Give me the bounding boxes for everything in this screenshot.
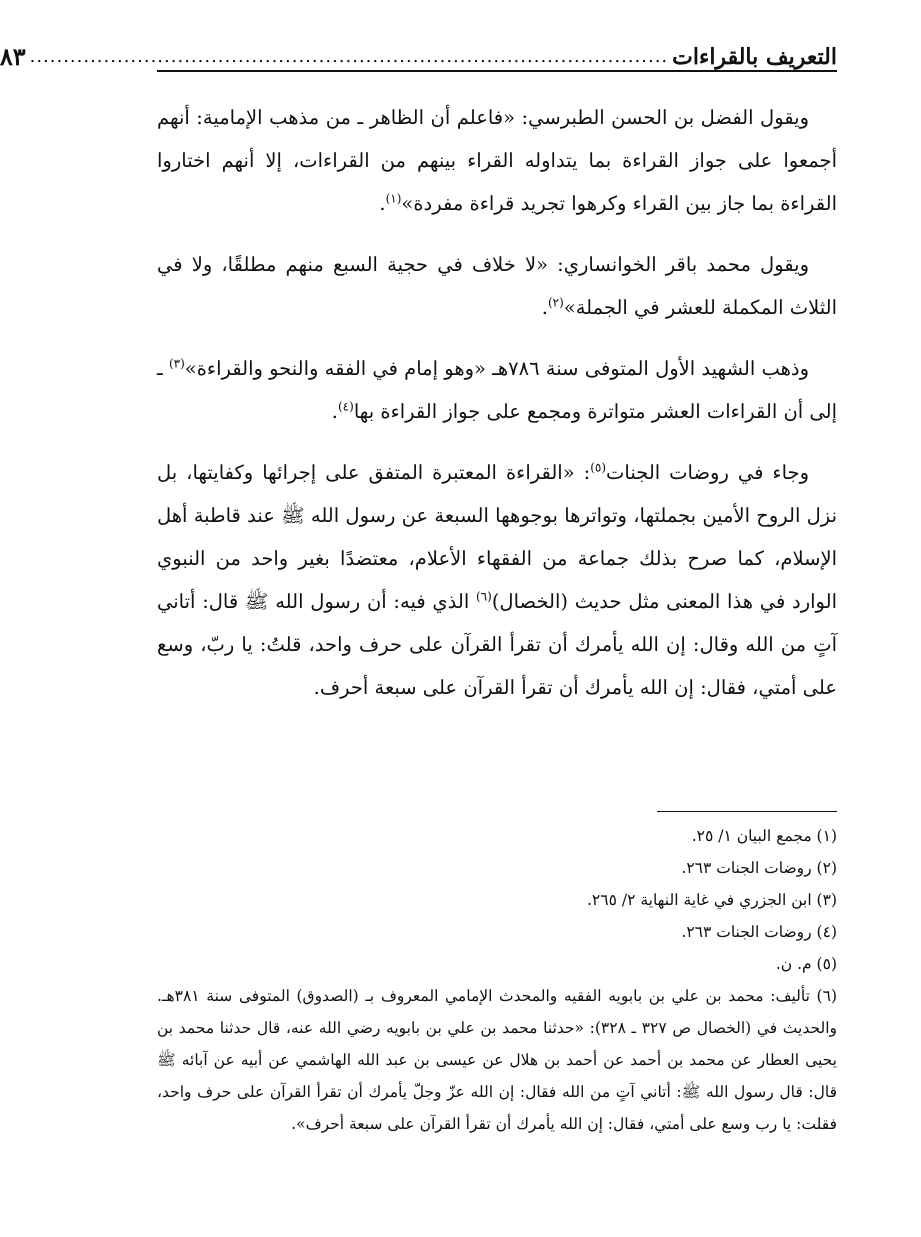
footnote-ref: (٢) <box>547 295 564 310</box>
footnote-1: (١) مجمع البيان ١/ ٢٥. <box>691 827 837 845</box>
header-rule <box>157 70 837 72</box>
paragraph-text-continued: : «القراءة المعتبرة المتفق على إجرائها وكفايتها، بل نزل الروح الأمين بجملتها، وتواترها بوجوهها السبعة عن رسول الله ﷺ عند قاطبة أهل الإسلام، كما صرح بذلك جماعة من الفقهاء الأعلام، معتضدًا بغير واحد من النبوي الوارد في هذا المعنى مثل حديث (الخصال) <box>157 461 837 613</box>
paragraph-tail: الذي فيه: أن رسول الله ﷺ قال: أتاني آتٍ من الله وقال: إن الله يأمرك أن تقرأ القرآن على حرف واحد، قلتُ: يا ربّ، وسع على أمتي، فقال: إن الله يأمرك أن تقرأ القرآن على سبعة أحرف. <box>157 590 837 699</box>
footnote-4: (٤) روضات الجنات ٢٦٣. <box>681 923 837 941</box>
footnote-ref: (٦) <box>475 589 492 604</box>
page-number: ٨٣ <box>0 42 26 71</box>
paragraph-khwansari <box>157 243 837 329</box>
paragraph-text-continued: ـ إلى أن القراءات العشر متواترة ومجمع على جواز القراءة بها <box>157 357 837 423</box>
footnote-5: (٥) م. ن. <box>775 955 837 973</box>
footnote-ref: (٥) <box>590 460 607 475</box>
paragraph-tabrisi <box>157 96 837 225</box>
paragraph-tail: . <box>541 296 548 319</box>
paragraph-rawdat <box>157 451 837 709</box>
footnote-2: (٢) روضات الجنات ٢٦٣. <box>681 859 837 877</box>
footnote-separator <box>657 811 837 812</box>
paragraph-tail: . <box>331 400 338 423</box>
footnote-ref: (٣) <box>168 356 185 371</box>
paragraph-shahid <box>157 347 837 433</box>
footnote-ref: (٤) <box>337 399 354 414</box>
running-title: التعريف بالقراءات <box>672 44 837 70</box>
paragraph-text: ويقول الفضل بن الحسن الطبرسي: «فاعلم أن الظاهر ـ من مذهب الإمامية: أنهم أجمعوا على جواز القراءة بما يتداوله القراء بينهم من القراءات، إلا أنهم اختاروا القراءة بما جاز بين القراء وكرهوا تجريد قراءة مفردة» <box>157 106 837 215</box>
paragraph-tail: . <box>379 192 386 215</box>
footnote-ref: (١) <box>385 191 402 206</box>
paragraph-text: وذهب الشهيد الأول المتوفى سنة ٧٨٦هـ «وهو إمام في الفقه والنحو والقراءة» <box>184 357 809 380</box>
footnotes <box>157 820 837 1140</box>
paragraph-text: وجاء في روضات الجنات <box>606 461 809 484</box>
running-header <box>0 34 837 72</box>
main-text <box>157 96 837 727</box>
footnote-3: (٣) ابن الجزري في غاية النهاية ٢/ ٢٦٥. <box>586 891 837 909</box>
footnote-6: (٦) تأليف: محمد بن علي بن بابويه الفقيه والمحدث الإمامي المعروف بـ (الصدوق) المتوفى سنة ٣٨١هـ. والحديث في (الخصال ص ٣٢٧ ـ ٣٢٨): «حدثنا محمد بن علي بن بابويه رضي الله عنه، قال حدثنا محمد بن يحيى العطار عن محمد بن أحمد عن أحمد بن هلال عن عيسى بن عبد الله الهاشمي عن أبيه عن آبائه ﷺ قال: قال رسول الله ﷺ: أتاني آتٍ من الله فقال: إن الله عزّ وجلّ يأمرك أن تقرأ القرآن على حرف واحد، فقلت: يا رب وسع على أمتي، فقال: إن الله يأمرك أن تقرأ القرآن على سبعة أحرف». <box>157 987 837 1133</box>
header-leader-dots: ............................................................................................... <box>29 46 669 67</box>
paragraph-text: ويقول محمد باقر الخوانساري: «لا خلاف في حجية السبع منهم مطلقًا، ولا في الثلاث المكملة للعشر في الجملة» <box>157 253 837 319</box>
